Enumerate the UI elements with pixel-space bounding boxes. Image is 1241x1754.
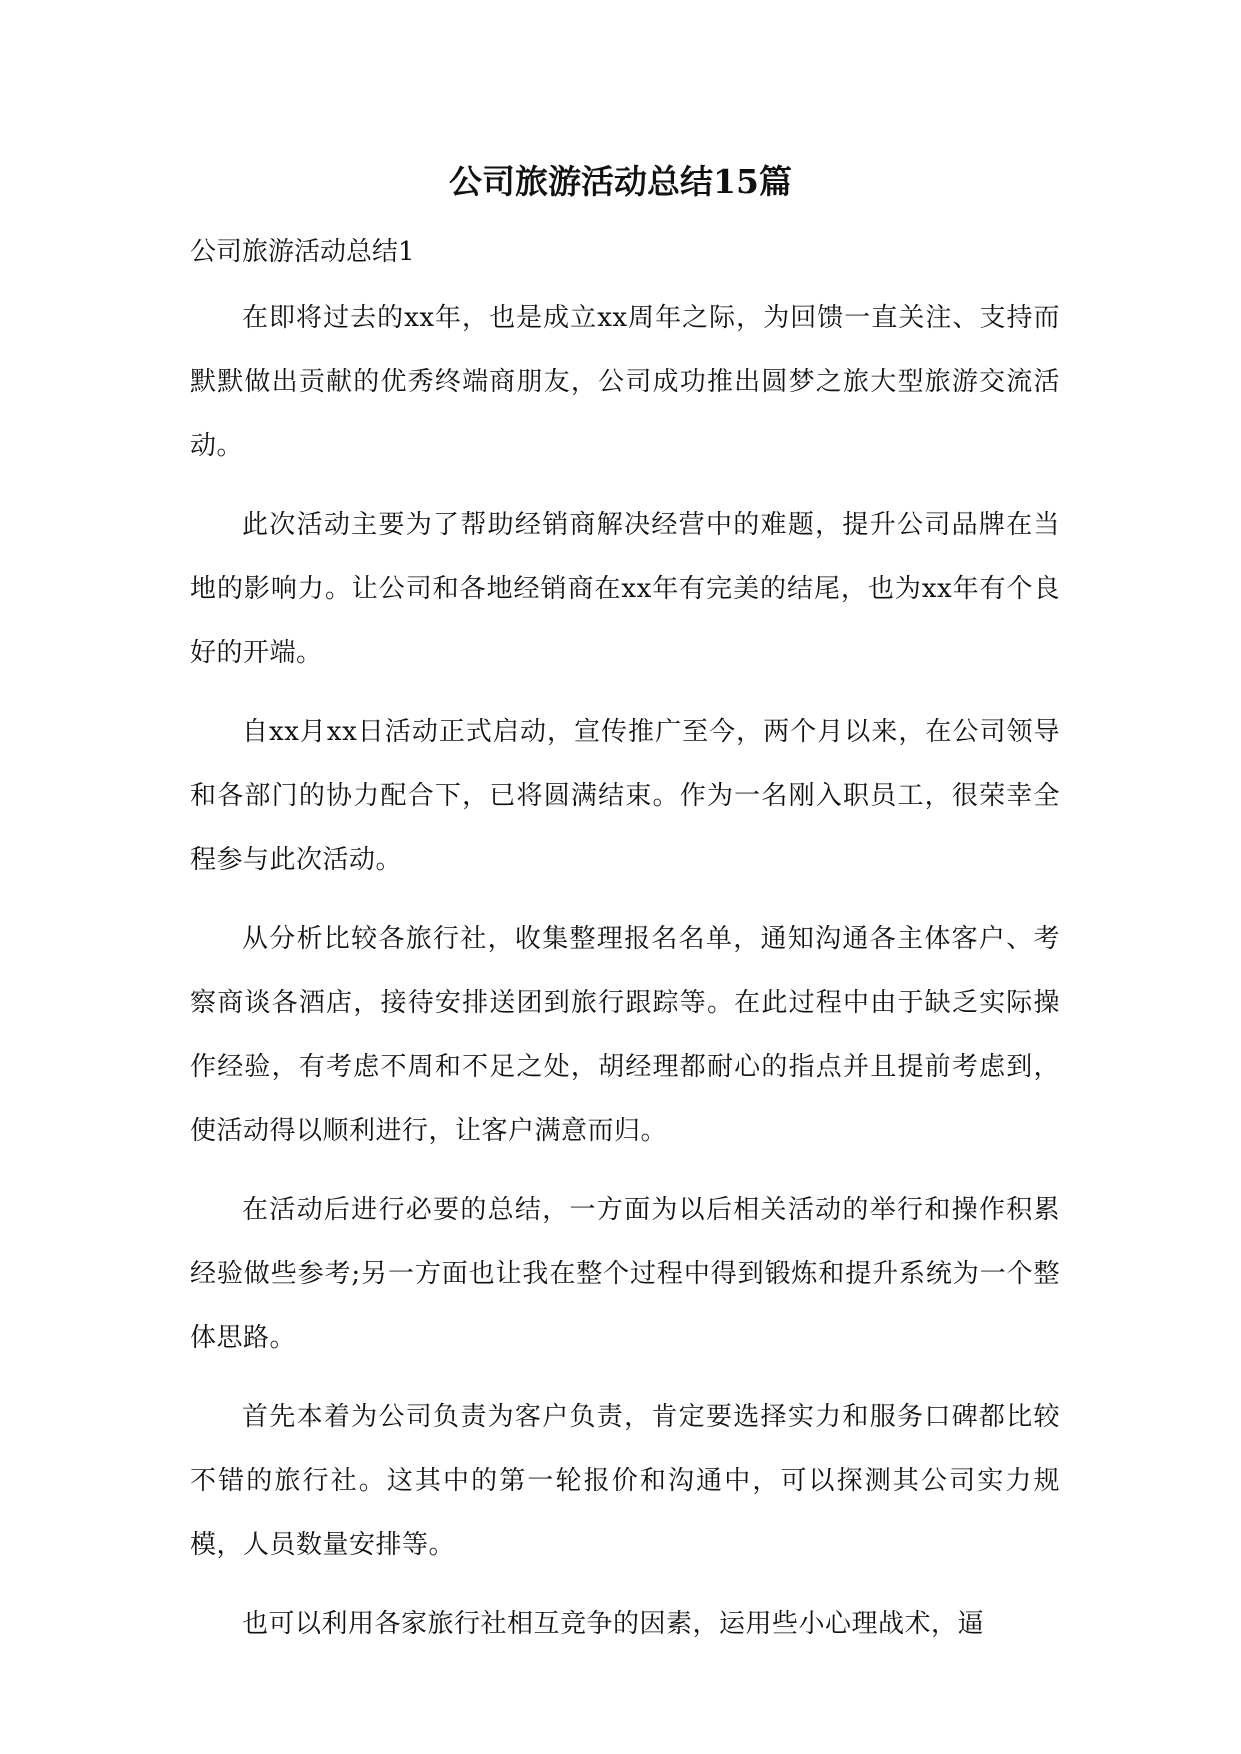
section-heading: 公司旅游活动总结1 (190, 237, 415, 267)
paragraph: 自xx月xx日活动正式启动，宣传推广至今，两个月以来，在公司领导和各部门的协力配合下，已将圆满结束。作为一名刚入职员工，很荣幸全程参与此次活动。 (190, 717, 1060, 875)
paragraph: 也可以利用各家旅行社相互竞争的因素，运用些小心理战术，逼 (242, 1609, 985, 1639)
paragraph: 在活动后进行必要的总结，一方面为以后相关活动的举行和操作积累经验做些参考;另一方面也让我在整个过程中得到锻炼和提升系统为一个整体思路。 (190, 1195, 1060, 1353)
paragraph: 此次活动主要为了帮助经销商解决经营中的难题，提升公司品牌在当地的影响力。让公司和各地经销商在xx年有完美的结尾，也为xx年有个良好的开端。 (190, 510, 1060, 668)
paragraph: 从分析比较各旅行社，收集整理报名名单，通知沟通各主体客户、考察商谈各酒店，接待安排送团到旅行跟踪等。在此过程中由于缺乏实际操作经验，有考虑不周和不足之处，胡经理都耐心的指点并且提前考虑到，使活动得以顺利进行，让客户满意而归。 (190, 924, 1060, 1146)
document-title: 公司旅游活动总结15篇 (449, 162, 792, 201)
paragraph: 首先本着为公司负责为客户负责，肯定要选择实力和服务口碑都比较不错的旅行社。这其中的第一轮报价和沟通中，可以探测其公司实力规模，人员数量安排等。 (190, 1402, 1060, 1560)
paragraph: 在即将过去的xx年，也是成立xx周年之际，为回馈一直关注、支持而默默做出贡献的优秀终端商朋友，公司成功推出圆梦之旅大型旅游交流活动。 (190, 303, 1060, 461)
document-body (190, 228, 1060, 1656)
